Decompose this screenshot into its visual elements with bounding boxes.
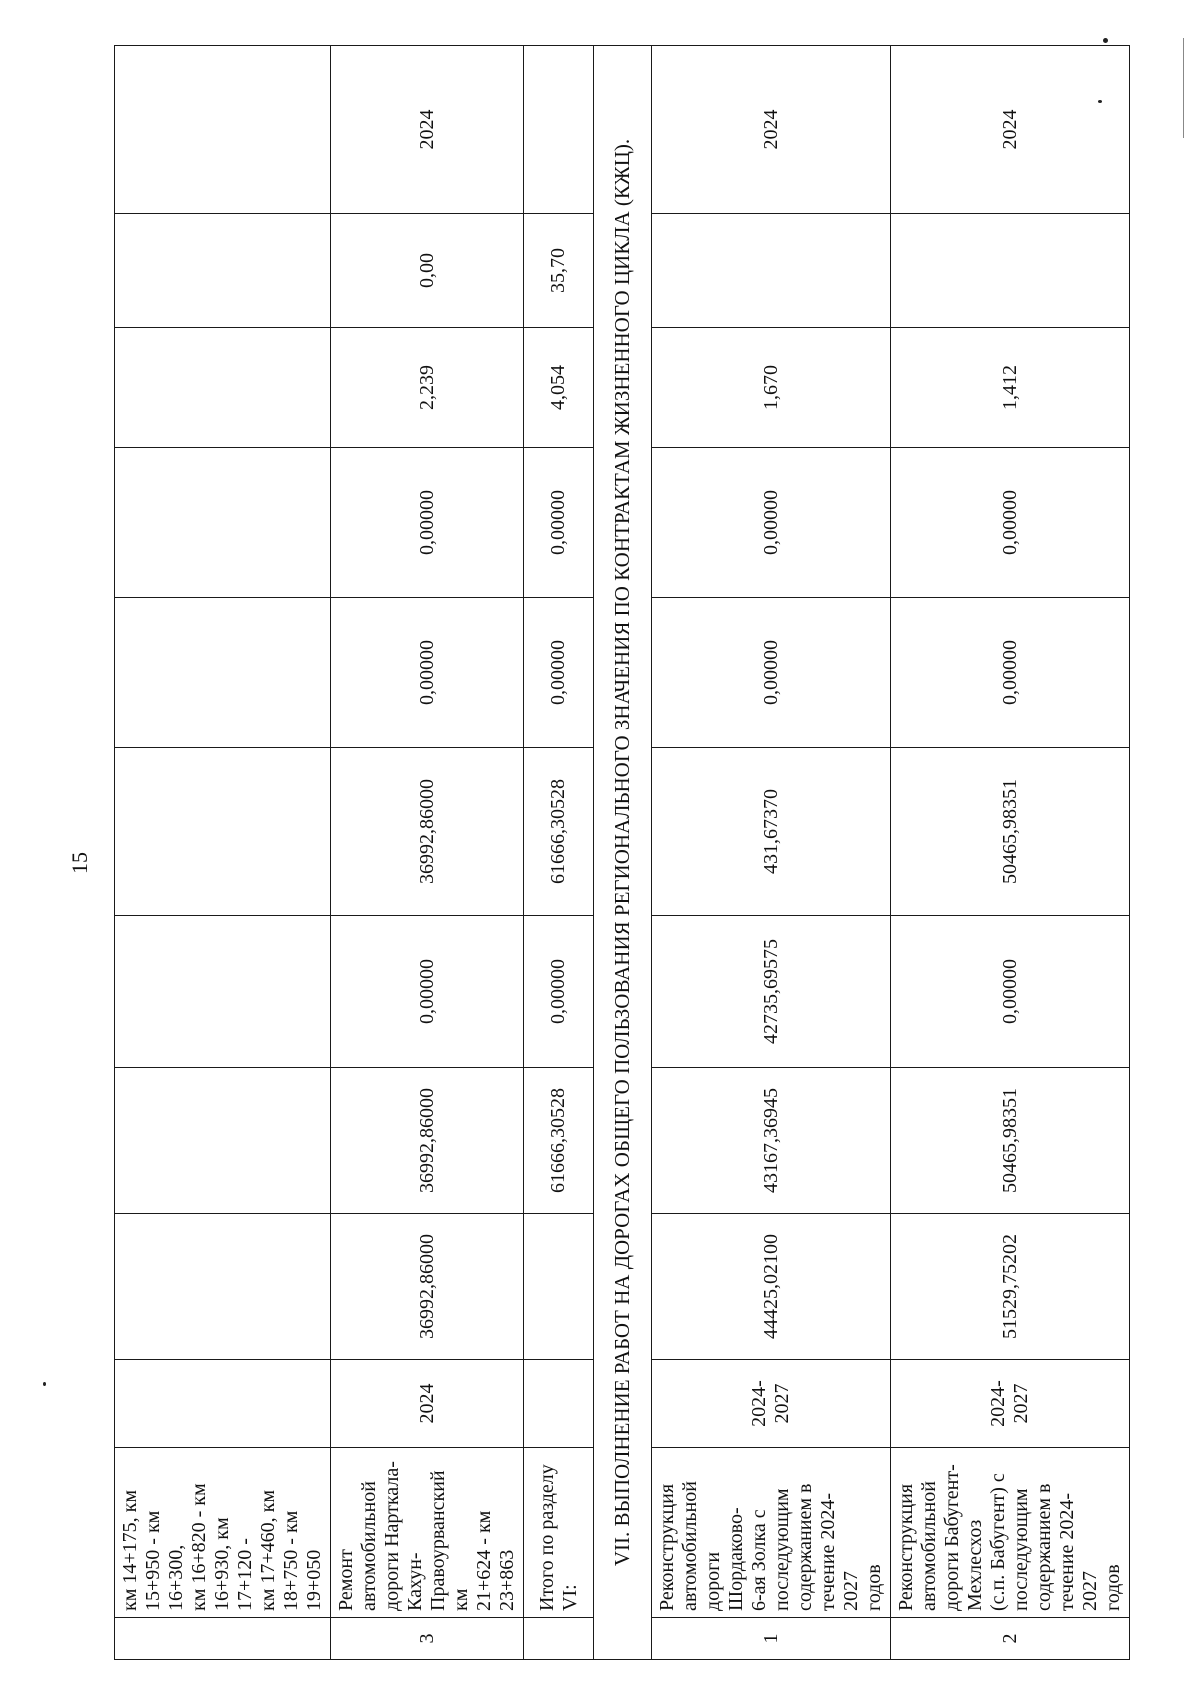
table-cell <box>115 598 331 748</box>
subtotal-row <box>524 46 594 1660</box>
value-cell: 43167,36945 <box>652 1068 891 1214</box>
section-heading: VII. ВЫПОЛНЕНИЕ РАБОТ НА ДОРОГАХ ОБЩЕГО ПОЛЬЗОВАНИЯ РЕГИОНАЛЬНОГО ЗНАЧЕНИЯ ПО КОНТРАКТАМ ЖИЗНЕННОГО ЦИКЛА (КЖЦ). <box>594 46 652 1660</box>
table-cell <box>115 328 331 448</box>
scan-edge-line <box>1183 38 1184 138</box>
table-row <box>891 46 1130 1660</box>
table-cell <box>115 1068 331 1214</box>
length-cell: 2,239 <box>331 328 524 448</box>
row-number: 1 <box>652 1618 891 1660</box>
value-cell: 0,00000 <box>331 916 524 1068</box>
length-cell: 4,054 <box>524 328 594 448</box>
table-cell <box>115 916 331 1068</box>
scan-speck <box>43 1382 46 1386</box>
value-cell <box>891 214 1130 328</box>
subtotal-label: Итого по разделу VI: <box>524 1448 594 1618</box>
object-name: Ремонт автомобильной дороги Нарткала- Кахун- Правоурванский км 21+624 - км 23+863 <box>331 1448 524 1618</box>
value-cell: 36992,86000 <box>331 1068 524 1214</box>
table-cell <box>115 214 331 328</box>
value-cell: 35,70 <box>524 214 594 328</box>
value-cell: 0,00000 <box>891 448 1130 598</box>
table-cell <box>524 1360 594 1448</box>
scan-speck <box>1103 38 1108 43</box>
value-cell: 0,00000 <box>524 448 594 598</box>
period-cell: 2024- 2027 <box>891 1360 1130 1448</box>
row-number <box>115 1618 331 1660</box>
value-cell: 36992,86000 <box>331 748 524 916</box>
value-cell: 51529,75202 <box>891 1214 1130 1360</box>
year-cell: 2024 <box>652 46 891 214</box>
table-cell <box>115 1360 331 1448</box>
object-name: Реконструкция автомобильной дороги Бабугент- Мехлесхоз (с.п. Бабугент) с последующим содержанием в течение 2024-2027 годов <box>891 1448 1130 1618</box>
table-row <box>652 46 891 1660</box>
value-cell: 0,00 <box>331 214 524 328</box>
row-number: 3 <box>331 1618 524 1660</box>
table-cell <box>524 1214 594 1360</box>
table-cell <box>524 46 594 214</box>
value-cell: 0,00000 <box>524 916 594 1068</box>
year-cell: 2024 <box>331 46 524 214</box>
value-cell: 50465,98351 <box>891 748 1130 916</box>
table-row <box>115 46 331 1660</box>
value-cell <box>652 214 891 328</box>
table-cell <box>115 748 331 916</box>
value-cell: 0,00000 <box>331 598 524 748</box>
value-cell: 36992,86000 <box>331 1214 524 1360</box>
road-works-table <box>114 45 1130 1660</box>
value-cell: 0,00000 <box>891 916 1130 1068</box>
object-name: Реконструкция автомобильной дороги Шордаково- 6-ая Золка с последующим содержанием в течение 2024-2027 годов <box>652 1448 891 1618</box>
value-cell: 61666,30528 <box>524 1068 594 1214</box>
row-number <box>524 1618 594 1660</box>
value-cell: 61666,30528 <box>524 748 594 916</box>
length-cell: 1,412 <box>891 328 1130 448</box>
value-cell: 0,00000 <box>331 448 524 598</box>
value-cell: 0,00000 <box>652 598 891 748</box>
year-cell: 2024 <box>331 1360 524 1448</box>
table-cell <box>115 46 331 214</box>
value-cell: 431,67370 <box>652 748 891 916</box>
value-cell: 0,00000 <box>524 598 594 748</box>
length-cell: 1,670 <box>652 328 891 448</box>
value-cell: 50465,98351 <box>891 1068 1130 1214</box>
table-row <box>331 46 524 1660</box>
table-cell <box>115 448 331 598</box>
object-name: км 14+175, км 15+950 - км 16+300, км 16+820 - км 16+930, км 17+120 - км 17+460, км 18+750 - км 19+050 <box>115 1448 331 1618</box>
year-cell: 2024 <box>891 46 1130 214</box>
page-number: 15 <box>67 852 92 874</box>
value-cell: 44425,02100 <box>652 1214 891 1360</box>
row-number: 2 <box>891 1618 1130 1660</box>
value-cell: 0,00000 <box>891 598 1130 748</box>
value-cell: 42735,69575 <box>652 916 891 1068</box>
rotated-table-container <box>114 46 1124 1660</box>
value-cell: 0,00000 <box>652 448 891 598</box>
table-cell <box>115 1214 331 1360</box>
period-cell: 2024- 2027 <box>652 1360 891 1448</box>
section-heading-row <box>594 46 652 1660</box>
